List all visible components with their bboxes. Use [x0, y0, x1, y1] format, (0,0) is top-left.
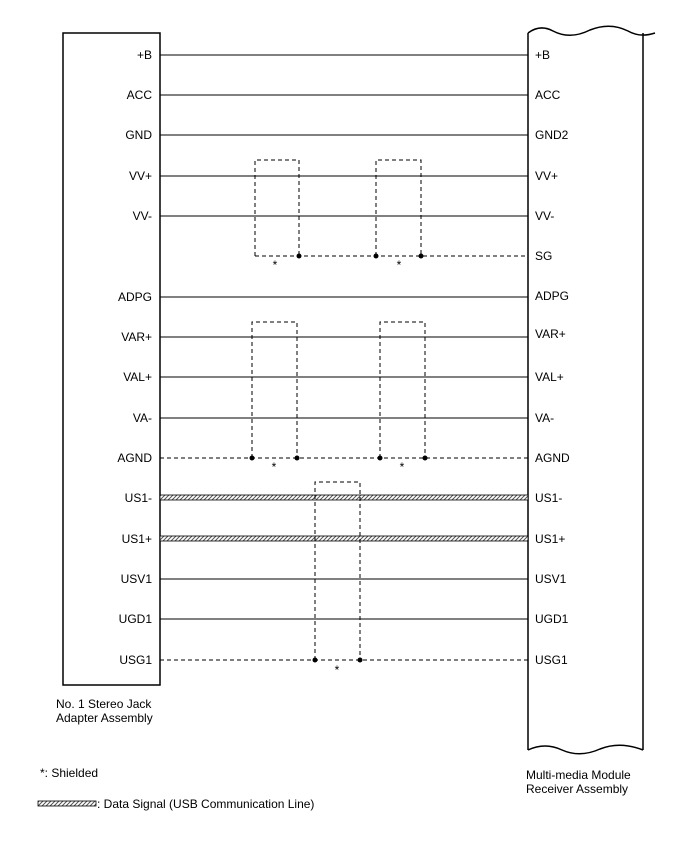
solid-wires — [160, 55, 528, 619]
right-pin-label: VAL+ — [535, 370, 564, 384]
left-pin-label: VA- — [132, 411, 152, 425]
legend-shielded: *: Shielded — [40, 766, 99, 780]
right-pin-label: +B — [535, 48, 551, 62]
left-pin-label: USG1 — [119, 653, 152, 667]
right-pin-label: AGND — [535, 451, 570, 465]
left-pin-label: UGD1 — [118, 612, 152, 626]
shield-mark: * — [271, 460, 277, 474]
left-pin-label: VAR+ — [121, 330, 152, 344]
left-pin-label: US1- — [124, 491, 152, 505]
left-component-name-line2: Adapter Assembly — [56, 711, 153, 725]
right-pin-label: SG — [535, 249, 553, 263]
right-pin-label: US1- — [535, 491, 563, 505]
left-pin-label: AGND — [117, 451, 152, 465]
left-pin-label: USV1 — [120, 572, 152, 586]
right-pin-label: VV+ — [535, 169, 559, 183]
shield-mark: * — [334, 663, 340, 677]
shield-lines — [160, 160, 528, 660]
left-pin-labels — [117, 48, 152, 667]
legend-data-signal: : Data Signal (USB Communication Line) — [97, 797, 315, 811]
left-pin-label: ADPG — [117, 290, 152, 304]
right-pin-label: US1+ — [535, 532, 566, 546]
right-pin-label: VAR+ — [535, 327, 566, 341]
left-component-name — [56, 697, 153, 725]
right-pin-label: VV- — [535, 209, 555, 223]
shield-marks — [272, 258, 405, 677]
shield-mark: * — [396, 258, 402, 272]
left-pin-label: VV- — [132, 209, 152, 223]
right-component-name-line1: Multi-media Module — [526, 768, 631, 782]
right-component-name — [526, 768, 631, 796]
right-pin-label: GND2 — [535, 128, 569, 142]
shield-mark: * — [399, 460, 405, 474]
left-pin-label: VV+ — [128, 169, 152, 183]
left-pin-label: VAL+ — [123, 370, 152, 384]
usb-data-wires — [160, 495, 528, 541]
right-pin-label: VA- — [535, 411, 555, 425]
shield-mark: * — [272, 258, 278, 272]
right-pin-label: UGD1 — [535, 612, 569, 626]
left-pin-label: US1+ — [121, 532, 152, 546]
data-signal-legend-swatch — [38, 801, 96, 806]
right-pin-label: USV1 — [535, 572, 567, 586]
right-pin-label: ACC — [535, 88, 561, 102]
right-pin-label: USG1 — [535, 653, 568, 667]
left-pin-label: ACC — [126, 88, 152, 102]
left-pin-label: +B — [136, 48, 152, 62]
right-pin-labels — [535, 48, 570, 667]
left-pin-label: GND — [125, 128, 152, 142]
right-component-name-line2: Receiver Assembly — [526, 782, 629, 796]
left-component-name-line1: No. 1 Stereo Jack — [56, 697, 152, 711]
right-pin-label: ADPG — [535, 289, 570, 303]
